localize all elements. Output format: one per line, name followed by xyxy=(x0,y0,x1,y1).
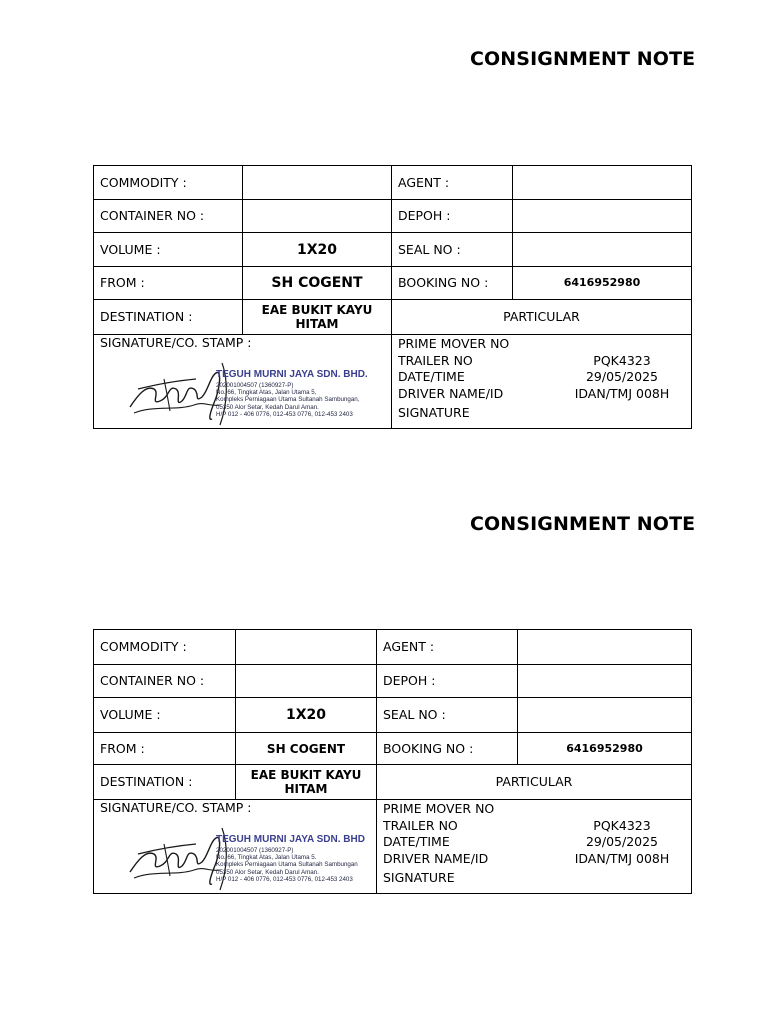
destination-line: EAE BUKIT KAYU xyxy=(261,303,373,317)
prime-mover-label: PRIME MOVER NO xyxy=(398,336,510,351)
trailer-row xyxy=(383,818,685,835)
prime-mover-label: PRIME MOVER NO xyxy=(383,801,495,816)
seal-value xyxy=(518,698,692,733)
container-label: CONTAINER NO : xyxy=(94,665,236,698)
consignment-note xyxy=(93,629,691,894)
stamp-address: No. 66, Tingkat Atas, Jalan Utama 5. xyxy=(216,854,317,862)
transport-details-cell xyxy=(377,800,692,894)
booking-label: BOOKING NO : xyxy=(377,733,518,765)
trailer-value: PQK4323 xyxy=(593,352,651,368)
agent-label: AGENT : xyxy=(377,630,518,665)
signature-label: SIGNATURE xyxy=(398,405,470,420)
booking-label: BOOKING NO : xyxy=(392,267,513,300)
particular-label: PARTICULAR xyxy=(392,300,692,335)
company-stamp xyxy=(124,355,414,425)
destination-value xyxy=(236,765,377,800)
stamp-address: Kompleks Perniagaan Utama Sultanah Sambungan xyxy=(216,861,358,869)
page-title: CONSIGNMENT NOTE xyxy=(470,48,696,70)
consignment-table xyxy=(93,629,692,894)
volume-label: VOLUME : xyxy=(94,233,243,267)
driver-value: IDAN/TMJ 008H xyxy=(574,385,670,401)
datetime-value: 29/05/2025 xyxy=(585,834,659,849)
seal-label: SEAL NO : xyxy=(377,698,518,733)
particular-label: PARTICULAR xyxy=(377,765,692,800)
from-label: FROM : xyxy=(94,733,236,765)
from-label: FROM : xyxy=(94,267,243,300)
page-title: CONSIGNMENT NOTE xyxy=(470,513,696,535)
from-value: SH COGENT xyxy=(236,733,377,765)
datetime-value: 29/05/2025 xyxy=(585,369,659,384)
commodity-value xyxy=(243,166,392,200)
datetime-label: DATE/TIME xyxy=(398,369,465,384)
destination-line: EAE BUKIT KAYU xyxy=(250,768,362,782)
depoh-value xyxy=(513,200,692,233)
stamp-address: 05350 Alor Setar, Kedah Darul Aman. xyxy=(216,403,319,411)
prime-mover-value xyxy=(559,801,685,818)
depoh-label: DEPOH : xyxy=(392,200,513,233)
driver-value: IDAN/TMJ 008H xyxy=(574,850,670,866)
booking-value: 6416952980 xyxy=(513,267,692,300)
destination-line: HITAM xyxy=(284,782,328,796)
driver-row xyxy=(383,851,685,868)
container-value xyxy=(236,665,377,698)
agent-value xyxy=(513,166,692,200)
consignment-table xyxy=(93,165,692,429)
commodity-label: COMMODITY : xyxy=(94,166,243,200)
stamp-address: No. 66, Tingkat Atas, Jalan Utama 5, xyxy=(216,389,317,397)
container-value xyxy=(243,200,392,233)
datetime-row xyxy=(398,369,685,386)
prime-mover-value xyxy=(559,336,685,353)
prime-mover-row xyxy=(398,336,685,353)
driver-row xyxy=(398,386,685,403)
stamp-reg: 202001004507 (1360927-P) xyxy=(216,382,294,389)
depoh-label: DEPOH : xyxy=(377,665,518,698)
trailer-row xyxy=(398,353,685,370)
commodity-value xyxy=(236,630,377,665)
depoh-value xyxy=(518,665,692,698)
driver-label: DRIVER NAME/ID xyxy=(398,385,504,401)
booking-value: 6416952980 xyxy=(518,733,692,765)
stamp-reg: 202001004507 (1360927-P) xyxy=(216,847,294,854)
trailer-label: TRAILER NO xyxy=(398,352,473,368)
destination-line: HITAM xyxy=(295,317,339,331)
stamp-text xyxy=(216,368,406,418)
volume-label: VOLUME : xyxy=(94,698,236,733)
seal-value xyxy=(513,233,692,267)
signature-stamp-label: SIGNATURE/CO. STAMP : xyxy=(100,335,252,350)
trailer-value: PQK4323 xyxy=(593,817,651,833)
destination-value xyxy=(243,300,392,335)
commodity-label: COMMODITY : xyxy=(94,630,236,665)
volume-value: 1X20 xyxy=(243,233,392,267)
seal-label: SEAL NO : xyxy=(392,233,513,267)
company-stamp xyxy=(124,820,394,890)
stamp-phone: H/P 012 - 406 0776, 012-453 0776, 012-453 2403 xyxy=(216,875,353,883)
stamp-address: 05350 Alor Setar, Kedah Darul Aman. xyxy=(216,868,319,876)
prime-mover-row xyxy=(383,801,685,818)
trailer-label: TRAILER NO xyxy=(383,817,458,833)
signature-stamp-cell xyxy=(94,335,392,429)
signature-label: SIGNATURE xyxy=(383,870,455,885)
container-label: CONTAINER NO : xyxy=(94,200,243,233)
from-value: SH COGENT xyxy=(243,267,392,300)
signature-stamp-label: SIGNATURE/CO. STAMP : xyxy=(100,800,252,815)
volume-value: 1X20 xyxy=(236,698,377,733)
transport-details-cell xyxy=(392,335,692,429)
destination-label: DESTINATION : xyxy=(94,765,236,800)
agent-label: AGENT : xyxy=(392,166,513,200)
agent-value xyxy=(518,630,692,665)
stamp-company: TEGUH MURNI JAYA SDN. BHD xyxy=(216,834,365,845)
stamp-address: Kompleks Perniagaan Utama Sultanah Sambungan, xyxy=(216,396,360,404)
datetime-label: DATE/TIME xyxy=(383,834,450,849)
stamp-text xyxy=(216,833,374,883)
driver-label: DRIVER NAME/ID xyxy=(383,850,489,866)
signature-stamp-cell xyxy=(94,800,377,894)
datetime-row xyxy=(383,834,685,851)
consignment-note xyxy=(93,165,691,429)
stamp-company: TEGUH MURNI JAYA SDN. BHD. xyxy=(216,369,368,380)
stamp-phone: H/P 012 - 406 0776, 012-453 0776, 012-453 2403 xyxy=(216,410,353,418)
destination-label: DESTINATION : xyxy=(94,300,243,335)
